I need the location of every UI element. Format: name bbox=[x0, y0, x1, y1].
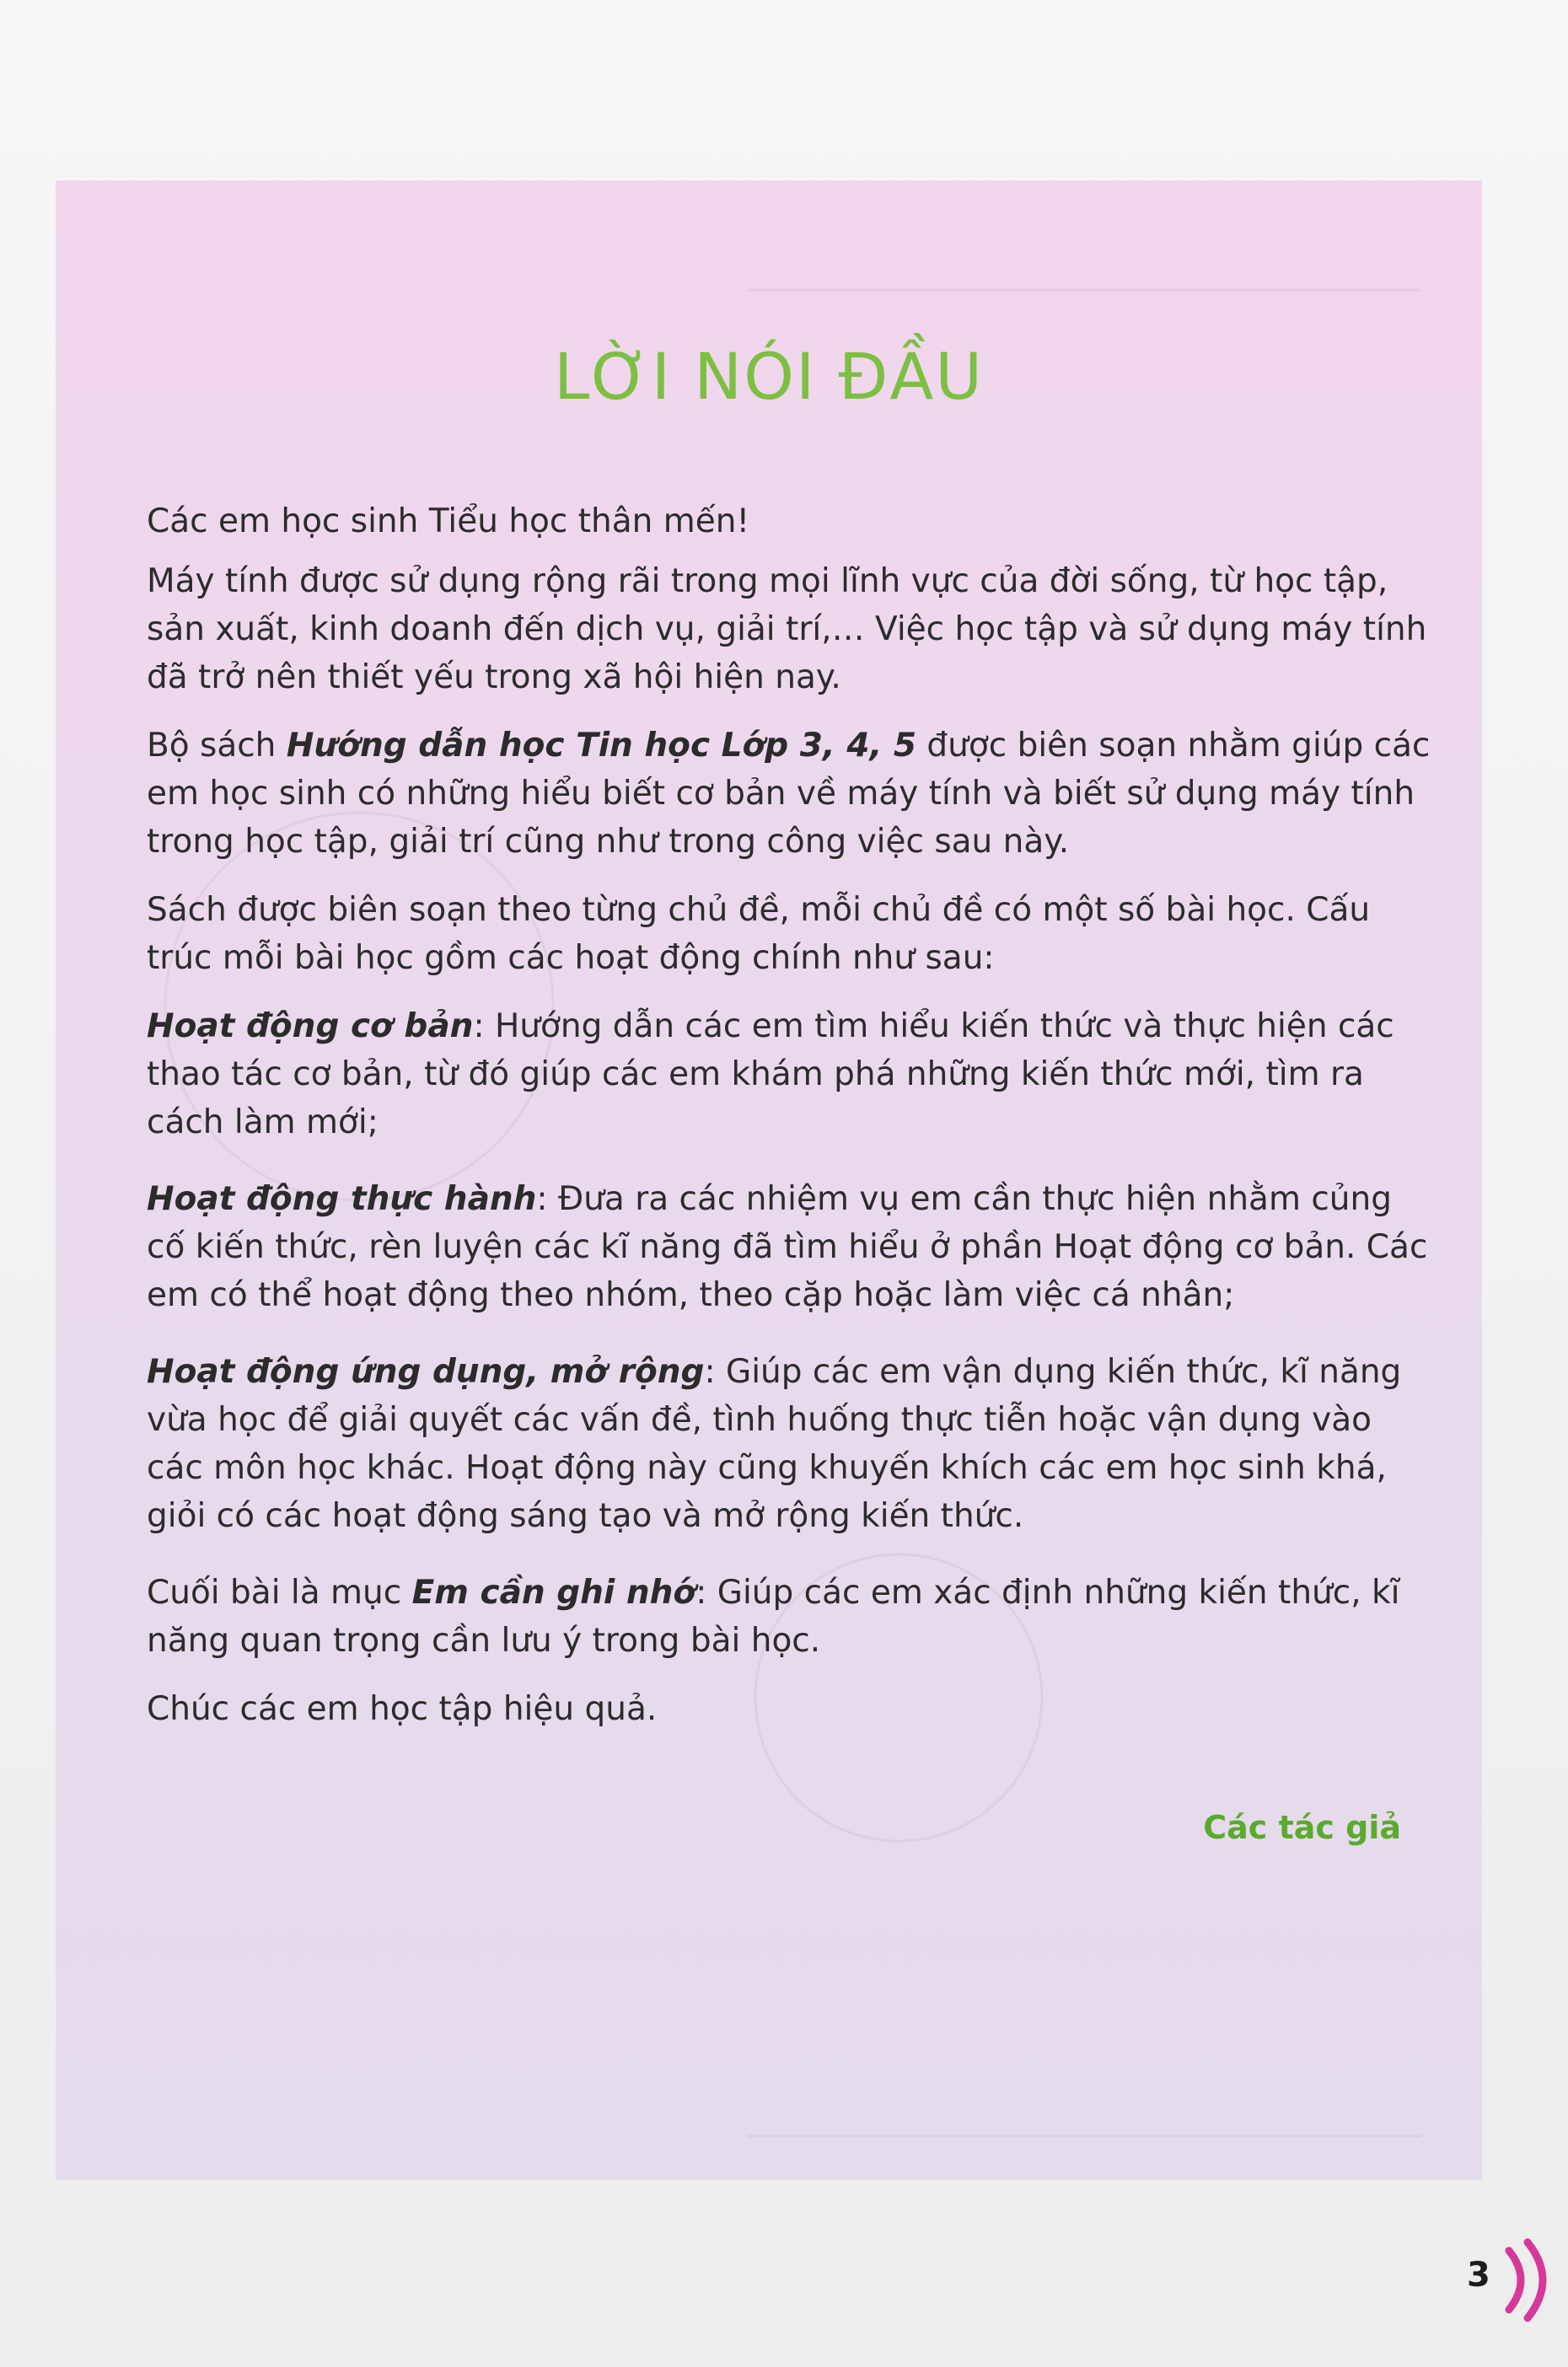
activity-practice bbox=[147, 1175, 1436, 1319]
paragraph-book-series-post: được biên soạn nhằm giúp các em học sinh có những hiểu biết cơ bản về máy tính và biết sử dụng máy tính trong học tập, giải trí cũng như trong công việc sau này. bbox=[147, 727, 1431, 861]
activity-apply-text: : Giúp các em vận dụng kiến thức, kĩ năng vừa học để giải quyết các vấn đề, tình huống thực tiễn hoặc vận dụng vào các môn học khác. Hoạt động này cũng khuyến khích các em học sinh khá, giỏi có các hoạt động sáng tạo và mở rộng kiến thức. bbox=[147, 1353, 1402, 1535]
paragraph-remember-pre: Cuối bài là mục bbox=[147, 1574, 412, 1612]
activity-practice-heading: Hoạt động thực hành bbox=[147, 1180, 537, 1218]
activity-basic-text: : Hướng dẫn các em tìm hiểu kiến thức và thực hiện các thao tác cơ bản, từ đó giúp các em khám phá những kiến thức mới, tìm ra cách làm mới; bbox=[147, 1007, 1394, 1141]
paragraph-book-series-pre: Bộ sách bbox=[147, 727, 287, 765]
activity-practice-text: : Đưa ra các nhiệm vụ em cần thực hiện nhằm củng cố kiến thức, rèn luyện các kĩ năng đã tìm hiểu ở phần Hoạt động cơ bản. Các em có thể hoạt động theo nhóm, theo cặp hoặc làm việc cá nhân; bbox=[147, 1180, 1428, 1314]
paragraph-remember-post: : Giúp các em xác định những kiến thức, kĩ năng quan trọng cần lưu ý trong bài học. bbox=[147, 1574, 1400, 1660]
paragraph-book-series bbox=[147, 722, 1436, 866]
paragraph-structure: Sách được biên soạn theo từng chủ đề, mỗi chủ đề có một số bài học. Cấu trúc mỗi bài học gồm các hoạt động chính như sau: bbox=[147, 891, 1371, 977]
paragraph-remember bbox=[147, 1569, 1436, 1665]
page-title: LỜI NÓI ĐẦU bbox=[553, 339, 985, 414]
activity-basic bbox=[147, 1002, 1436, 1146]
book-series-title: Hướng dẫn học Tin học Lớp 3, 4, 5 bbox=[286, 727, 916, 765]
greeting: Các em học sinh Tiểu học thân mến! bbox=[147, 502, 750, 540]
preface-panel bbox=[56, 180, 1482, 2180]
paragraph-intro: Máy tính được sử dụng rộng rãi trong mọi lĩnh vực của đời sống, từ học tập, sản xuất, kinh doanh đến dịch vụ, giải trí,… Việc học tập và sử dụng máy tính đã trở nên thiết yếu trong xã hội hiện nay. bbox=[147, 562, 1427, 696]
activity-basic-heading: Hoạt động cơ bản bbox=[147, 1007, 474, 1045]
page-arc-icon bbox=[1501, 2238, 1560, 2322]
authors-signature: Các tác giả bbox=[1203, 1809, 1401, 1846]
closing-line: Chúc các em học tập hiệu quả. bbox=[147, 1690, 658, 1728]
page-number: 3 bbox=[1467, 2256, 1490, 2295]
activity-apply-heading: Hoạt động ứng dụng, mở rộng bbox=[147, 1353, 705, 1391]
activity-apply bbox=[147, 1348, 1436, 1540]
preface-body bbox=[147, 497, 1436, 1753]
remember-section-name: Em cần ghi nhớ bbox=[411, 1574, 696, 1612]
